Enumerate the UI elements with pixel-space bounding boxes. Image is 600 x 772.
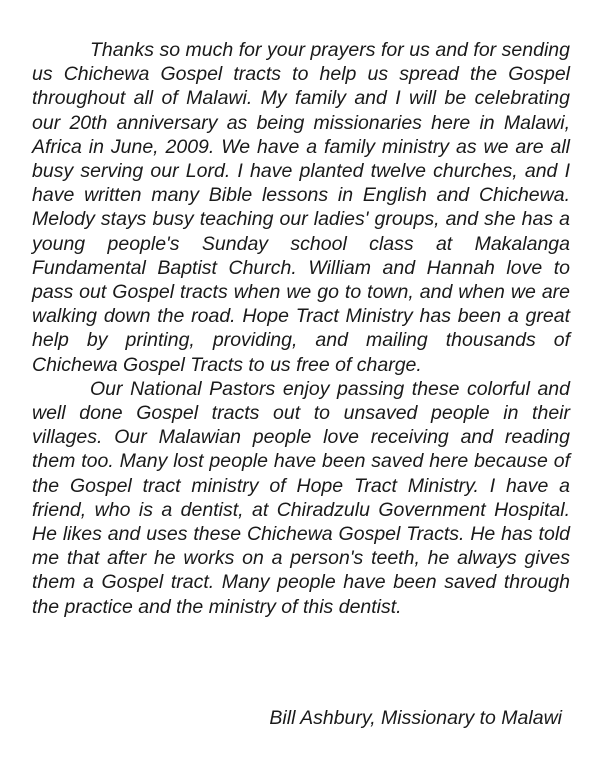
letter-signature: Bill Ashbury, Missionary to Malawi	[269, 707, 562, 729]
letter-body	[32, 38, 570, 619]
letter-paragraph-2: Our National Pastors enjoy passing these colorful and well done Gospel tracts out to unsaved people in their villages. Our Malawian people love receiving and reading them too. Many lost people have been saved here because of the Gospel tract ministry of Hope Tract Ministry. I have a friend, who is a dentist, at Chiradzulu Government Hospital. He likes and uses these Chichewa Gospel Tracts. He has told me that after he works on a person's teeth, he always gives them a Gospel tract. Many people have been saved through the practice and the ministry of this dentist.	[32, 377, 570, 618]
letter-paragraph-1: Thanks so much for your prayers for us and for sending us Chichewa Gospel tracts to help us spread the Gospel throughout all of Malawi. My family and I will be celebrating our 20th anniversary as being missionaries here in Malawi, Africa in June, 2009. We have a family ministry as we are all busy serving our Lord. I have planted twelve churches, and I have written many Bible lessons in English and Chichewa. Melody stays busy teaching our ladies' groups, and she has a young people's Sunday school class at Makalanga Fundamental Baptist Church. William and Hannah love to pass out Gospel tracts when we go to town, and when we are walking down the road. Hope Tract Ministry has been a great help by printing, providing, and mailing thousands of Chichewa Gospel Tracts to us free of charge.	[32, 39, 570, 376]
